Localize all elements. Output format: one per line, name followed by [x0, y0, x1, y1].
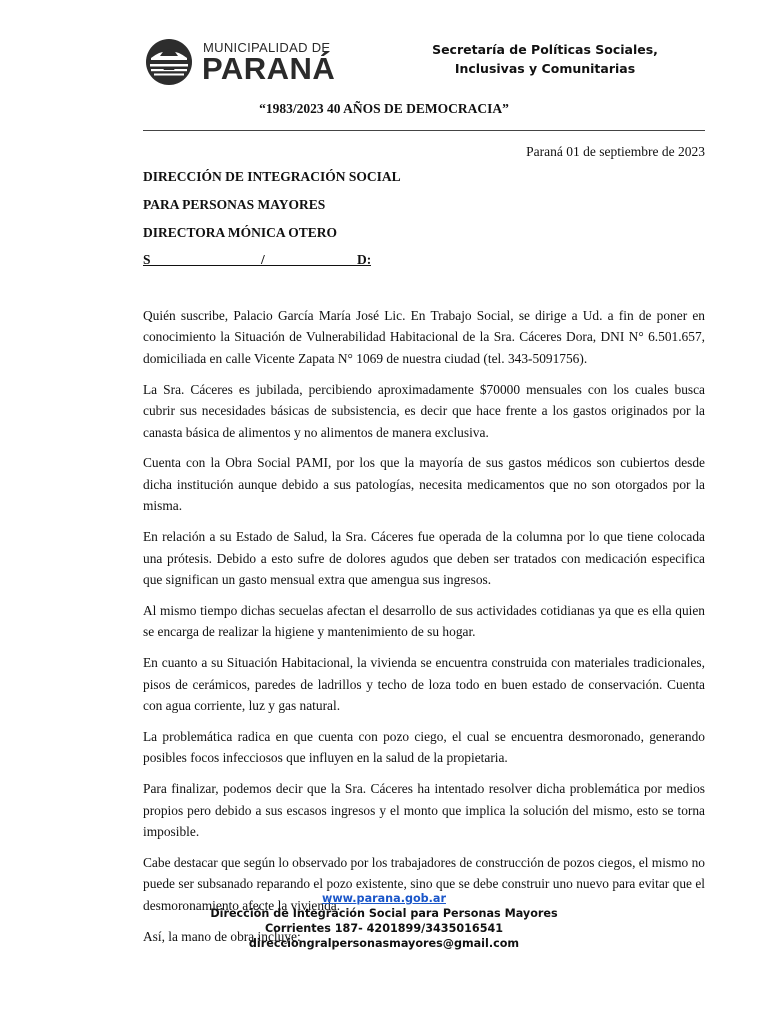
secretariat-line-1: Secretaría de Políticas Sociales,	[432, 42, 658, 57]
paragraph: Quién suscribe, Palacio García María José Lic. En Trabajo Social, se dirige a Ud. a fin de poner en conocimiento la Situación de Vulnerabilidad Habitacional de la Sra. Cáceres Dora, DNI N° 6.501.657, domiciliada en calle Vicente Zapata N° 1069 de nuestra ciudad (tel. 343-5091756).	[143, 308, 705, 366]
democracy-motto: “1983/2023 40 AÑOS DE DEMOCRACIA”	[259, 101, 509, 116]
paragraph: La Sra. Cáceres es jubilada, percibiendo aproximadamente $70000 mensuales con los cuales busca cubrir sus necesidades básicas de subsistencia, es decir que hace frente a los gastos originados por la canasta básica de alimentos y no alimentos de manera exclusiva.	[143, 381, 705, 440]
salutation-s: S	[143, 252, 261, 266]
paragraph: Cuenta con la Obra Social PAMI, por los que la mayoría de sus gastos médicos son cubiertos desde dicha institución aunque debido a sus patologías, necesita medicamentos que no son otorgados por la misma.	[143, 455, 705, 514]
salutation-d: D:	[357, 252, 372, 267]
paragraph: Así, la mano de obra incluye:	[143, 928, 301, 944]
parana-emblem-icon	[143, 37, 195, 87]
addressee-line-2: PARA PERSONAS MAYORES	[143, 197, 326, 212]
paragraph: En relación a su Estado de Salud, la Sra. Cáceres fue operada de la columna por lo que tiene colocada una prótesis. Debido a esto sufre de dolores agudos que deben ser tratados con medicación especifica que significan un gasto mensual extra que amengua sus ingresos.	[143, 529, 705, 587]
logo-title-small: MUNICIPALIDAD DE	[203, 40, 331, 55]
addressee-line-3: DIRECTORA MÓNICA OTERO	[143, 225, 338, 240]
letter-date: Paraná 01 de septiembre de 2023	[526, 144, 705, 159]
paragraph: En cuanto a su Situación Habitacional, la vivienda se encuentra construida con materiales tradicionales, pisos de cerámicos, paredes de ladrillos y techo de loza todo en buen estado de conservación. Cuenta con agua corriente, luz y gas natural.	[143, 655, 705, 713]
paragraph: La problemática radica en que cuenta con pozo ciego, el cual se encuentra desmoronado, generando posibles focos infecciosos que influyen en la salud de la propietaria.	[143, 728, 705, 766]
secretariat-title	[430, 40, 660, 78]
salutation-slash: /	[261, 252, 357, 266]
municipality-logo	[143, 37, 343, 87]
salutation-sd	[143, 252, 371, 268]
letter-footer	[0, 891, 768, 951]
secretariat-line-2: Inclusivas y Comunitarias	[454, 61, 636, 76]
footer-email: direcciongralpersonasmayores@gmail.com	[248, 937, 520, 950]
paragraph: Al mismo tiempo dichas secuelas afectan el desarrollo de sus actividades cotidianas ya que es ella quien se encarga de realizar la higiene y mantenimiento de su hogar.	[143, 602, 705, 640]
logo-title-large: PARANÁ	[202, 51, 336, 86]
addressee-line-1: DIRECCIÓN DE INTEGRACIÓN SOCIAL	[143, 169, 401, 184]
paragraph: Cabe destacar que según lo observado por los trabajadores de construcción de pozos ciegos, el mismo no puede ser subsanado reparando el pozo existente, sino que se debe construir uno nuevo para evitar que el desmoronamiento afecte la vivienda.	[143, 854, 705, 913]
footer-department: Dirección de Integración Social para Personas Mayores	[210, 907, 558, 920]
paragraph: Para finalizar, podemos decir que la Sra. Cáceres ha intentado resolver dicha problemática por medios propios pero debido a sus escasos ingresos y el monto que implica la solución del mismo, esto se torna imposible.	[143, 781, 705, 840]
website-link[interactable]: www.parana.gob.ar	[322, 892, 446, 905]
footer-address-phone: Corrientes 187- 4201899/3435016541	[264, 922, 504, 935]
header-divider	[143, 130, 705, 131]
letter-body	[143, 305, 705, 957]
